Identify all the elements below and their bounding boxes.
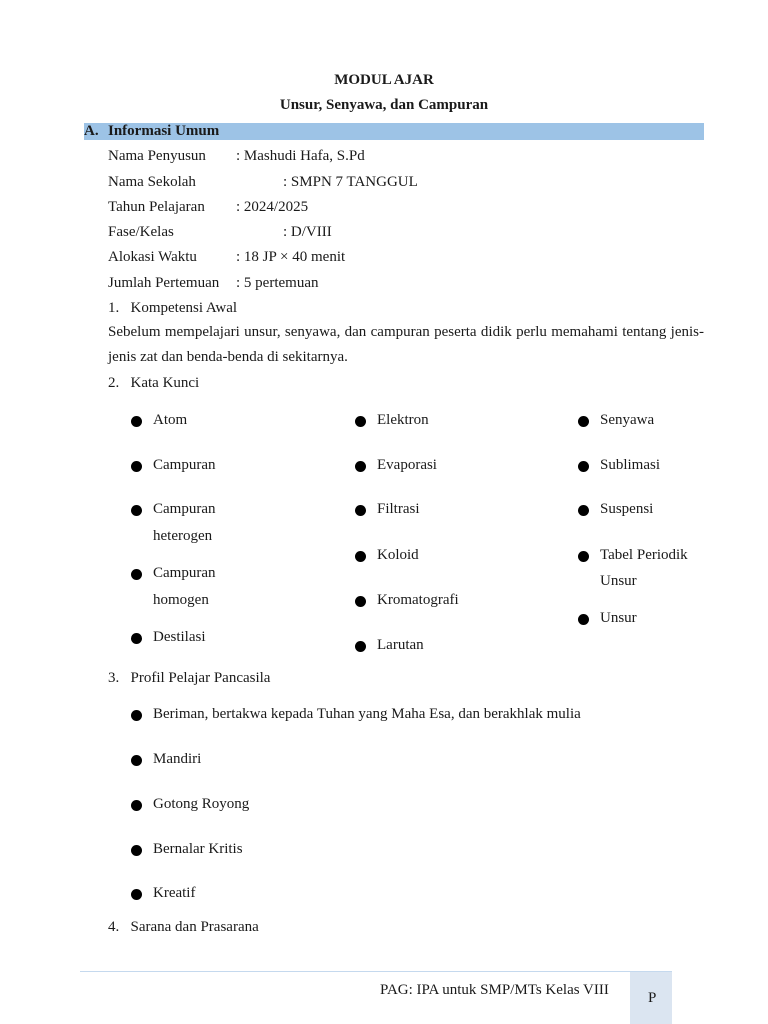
bullet-icon [578, 505, 589, 516]
bullet-icon [131, 800, 142, 811]
info-sekolah-value: : SMPN 7 TANGGUL [283, 174, 418, 190]
keyword-text: Destilasi [153, 629, 206, 645]
keyword-text: Senyawa [600, 412, 655, 428]
bullet-icon [131, 889, 142, 900]
info-fase-value: : D/VIII [283, 224, 332, 240]
info-penyusun-label: Nama Penyusun [108, 148, 206, 164]
bullet-icon [131, 755, 142, 766]
bullet-icon [131, 505, 142, 516]
keyword-text: Koloid [377, 547, 419, 563]
keyword-text: Atom [153, 412, 188, 428]
keyword-text: Larutan [377, 637, 424, 653]
profil-text: Mandiri [153, 751, 202, 767]
bullet-icon [131, 461, 142, 472]
bullet-icon [355, 461, 366, 472]
kompetensi-paragraph: Sebelum mempelajari unsur, senyawa, dan campuran peserta didik perlu memahami tentang jenis-jenis zat dan benda-benda di sekitarnya. [108, 324, 704, 365]
document-subtitle: Unsur, Senyawa, dan Campuran [279, 97, 489, 113]
page-number-box [630, 972, 672, 1024]
info-pertemuan-label: Jumlah Pertemuan [108, 275, 220, 291]
keyword-text-continued: heterogen [153, 528, 213, 544]
bullet-icon [355, 596, 366, 607]
info-tahun-label: Tahun Pelajaran [108, 199, 205, 215]
profil-text: Bernalar Kritis [153, 841, 243, 857]
footer-divider [80, 971, 672, 972]
info-penyusun-value: : Mashudi Hafa, S.Pd [236, 148, 365, 164]
footer-text: PAG: IPA untuk SMP/MTs Kelas VIII [380, 982, 609, 998]
info-sekolah-label: Nama Sekolah [108, 174, 196, 190]
profil-text: Kreatif [153, 885, 196, 901]
keyword-text: Kromatografi [377, 592, 459, 608]
info-tahun-value: : 2024/2025 [236, 199, 309, 215]
section-a-header [84, 123, 704, 140]
keyword-text-continued: Unsur [600, 573, 637, 589]
item-2-heading: 2. Kata Kunci [108, 375, 200, 391]
keyword-text: Tabel Periodik [600, 547, 688, 563]
keyword-text: Evaporasi [377, 457, 437, 473]
info-fase-label: Fase/Kelas [108, 224, 174, 240]
bullet-icon [355, 641, 366, 652]
profil-text: Beriman, bertakwa kepada Tuhan yang Maha Esa, dan berakhlak mulia [153, 706, 581, 722]
bullet-icon [578, 461, 589, 472]
item-4-heading: 4. Sarana dan Prasarana [108, 919, 259, 935]
bullet-icon [355, 416, 366, 427]
bullet-icon [578, 551, 589, 562]
bullet-icon [355, 551, 366, 562]
bullet-icon [131, 416, 142, 427]
info-pertemuan-value: : 5 pertemuan [236, 275, 319, 291]
bullet-icon [131, 845, 142, 856]
keyword-text: Campuran [153, 501, 216, 517]
keyword-text: Campuran [153, 457, 216, 473]
keyword-text: Campuran [153, 565, 216, 581]
bullet-icon [131, 569, 142, 580]
keyword-text: Suspensi [600, 501, 654, 517]
keyword-text: Unsur [600, 610, 637, 626]
item-1-heading: 1. Kompetensi Awal [108, 300, 238, 316]
profil-text: Gotong Royong [153, 796, 250, 812]
bullet-icon [131, 633, 142, 644]
document-title: MODUL AJAR [334, 72, 434, 88]
keyword-text-continued: homogen [153, 592, 209, 608]
bullet-icon [355, 505, 366, 516]
item-3-heading: 3. Profil Pelajar Pancasila [108, 670, 271, 686]
bullet-icon [578, 416, 589, 427]
info-alokasi-value: : 18 JP × 40 menit [236, 249, 346, 265]
info-alokasi-label: Alokasi Waktu [108, 249, 197, 265]
section-a-label: Informasi Umum [108, 123, 220, 139]
keyword-text: Sublimasi [600, 457, 661, 473]
bullet-icon [131, 710, 142, 721]
keyword-text: Elektron [377, 412, 429, 428]
bullet-icon [578, 614, 589, 625]
section-a-letter: A. [84, 123, 99, 139]
keyword-text: Filtrasi [377, 501, 420, 517]
page-number: P [648, 990, 657, 1006]
